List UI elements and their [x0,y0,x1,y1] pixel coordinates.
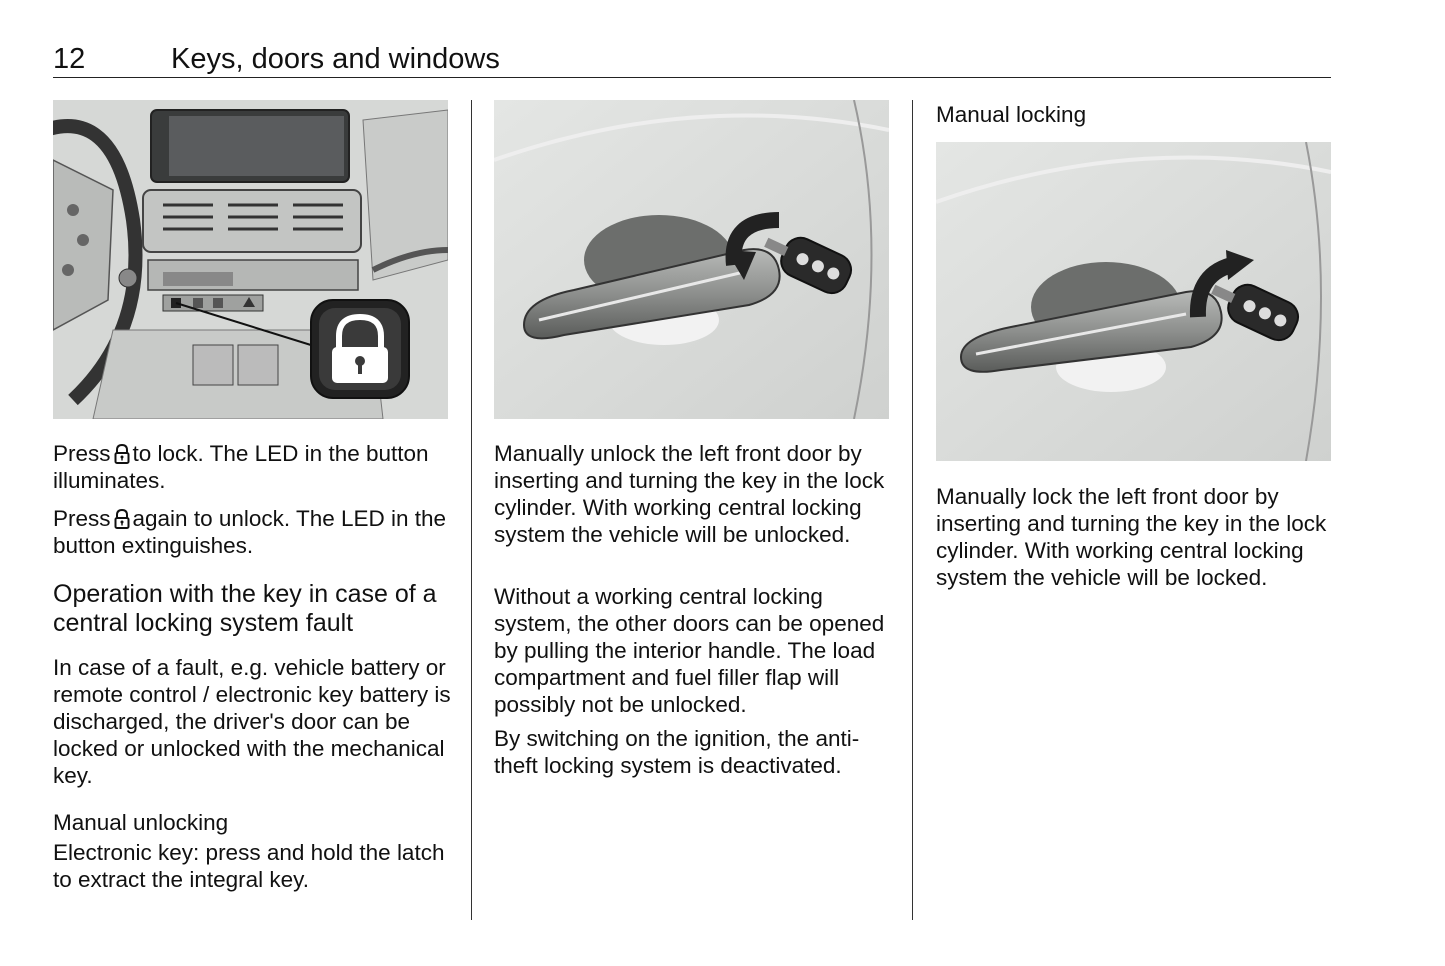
lock-icon [113,443,131,465]
manual-unlocking-heading: Manual unlocking [53,810,229,835]
door-handle-lock-illustration [936,142,1331,461]
lock-instruction-prefix: Press [53,441,111,466]
dashboard-lock-button-figure [53,100,448,419]
manual-unlocking-paragraph: Electronic key: press and hold the latch to extract the integral key. [53,840,445,892]
no-central-locking-paragraph: Without a working central locking system, the other doors can be opened by pulling the interior handle. The load compartment and fuel filler flap will possibly not be unlocked. [494,584,885,717]
lock-instruction [53,440,453,494]
manual-locking-heading: Manual locking [936,102,1087,127]
section-heading-key-fault: Operation with the key in case of a central locking system fault [53,580,437,637]
door-handle-unlock-illustration [494,100,889,419]
manual-lock-paragraph: Manually lock the left front door by inserting and turning the key in the lock cylinder. With working central locking system the vehicle will be locked. [936,484,1327,590]
unlock-instruction-prefix: Press [53,506,111,531]
key-fault-paragraph: In case of a fault, e.g. vehicle battery or remote control / electronic key battery is discharged, the driver's door can be locked or unlocked with the mechanical key. [53,655,451,788]
unlock-instruction [53,505,453,559]
unlock-instruction-text: again to unlock. The LED in the button extinguishes. [53,506,447,558]
lock-instruction-text: to lock. The LED in the button illuminates. [53,441,429,493]
door-unlock-figure [494,100,889,419]
ignition-paragraph: By switching on the ignition, the anti-theft locking system is deactivated. [494,726,860,778]
dashboard-illustration [53,100,448,419]
lock-icon [113,508,131,530]
page-header [53,40,1331,78]
page-number: 12 [53,43,86,75]
column-divider-1 [471,100,472,920]
column-divider-2 [912,100,913,920]
door-lock-figure [936,142,1331,461]
chapter-title: Keys, doors and windows [171,43,500,75]
manual-unlock-paragraph: Manually unlock the left front door by inserting and turning the key in the lock cylinder. With working central locking system the vehicle will be unlocked. [494,441,885,547]
